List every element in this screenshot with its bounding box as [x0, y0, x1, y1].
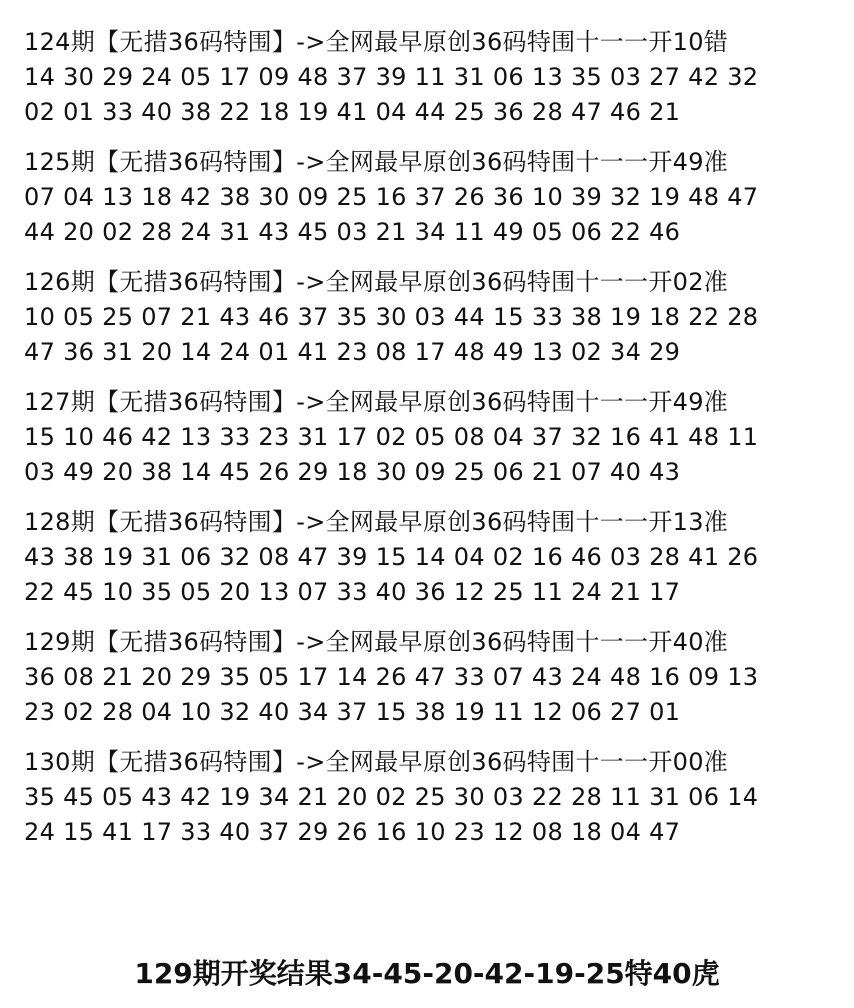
numbers-line: 03 49 20 38 14 45 26 29 18 30 09 25 06 21 07 40 43	[24, 458, 681, 486]
prediction-block-130	[24, 745, 834, 850]
period-header: 124期【无措36码特围】->全网最早原创36码特围十一一开10错	[24, 28, 729, 56]
prediction-block-129	[24, 625, 834, 730]
prediction-block-128	[24, 505, 834, 610]
prediction-block-127	[24, 385, 834, 490]
period-header: 127期【无措36码特围】->全网最早原创36码特围十一一开49准	[24, 388, 729, 416]
prediction-block-126	[24, 265, 834, 370]
period-header: 128期【无措36码特围】->全网最早原创36码特围十一一开13准	[24, 508, 729, 536]
numbers-line: 24 15 41 17 33 40 37 29 26 16 10 23 12 08 18 04 47	[24, 818, 681, 846]
numbers-line: 43 38 19 31 06 32 08 47 39 15 14 04 02 16 46 03 28 41 26	[24, 543, 759, 571]
numbers-line: 10 05 25 07 21 43 46 37 35 30 03 44 15 33 38 19 18 22 28	[24, 303, 759, 331]
prediction-block-124	[24, 25, 834, 130]
period-header: 126期【无措36码特围】->全网最早原创36码特围十一一开02准	[24, 268, 729, 296]
period-header: 125期【无措36码特围】->全网最早原创36码特围十一一开49准	[24, 148, 729, 176]
numbers-line: 36 08 21 20 29 35 05 17 14 26 47 33 07 43 24 48 16 09 13	[24, 663, 759, 691]
numbers-line: 07 04 13 18 42 38 30 09 25 16 37 26 36 10 39 32 19 48 47	[24, 183, 759, 211]
predictions-list	[24, 25, 834, 865]
period-header: 130期【无措36码特围】->全网最早原创36码特围十一一开00准	[24, 748, 729, 776]
numbers-line: 44 20 02 28 24 31 43 45 03 21 34 11 49 05 06 22 46	[24, 218, 681, 246]
numbers-line: 23 02 28 04 10 32 40 34 37 15 38 19 11 12 06 27 01	[24, 698, 681, 726]
numbers-line: 22 45 10 35 05 20 13 07 33 40 36 12 25 11 24 21 17	[24, 578, 681, 606]
numbers-line: 14 30 29 24 05 17 09 48 37 39 11 31 06 13 35 03 27 42 32	[24, 63, 759, 91]
prediction-block-125	[24, 145, 834, 250]
period-header: 129期【无措36码特围】->全网最早原创36码特围十一一开40准	[24, 628, 729, 656]
draw-result: 129期开奖结果34-45-20-42-19-25特40虎	[134, 957, 720, 990]
numbers-line: 47 36 31 20 14 24 01 41 23 08 17 48 49 13 02 34 29	[24, 338, 681, 366]
numbers-line: 02 01 33 40 38 22 18 19 41 04 44 25 36 28 47 46 21	[24, 98, 681, 126]
numbers-line: 35 45 05 43 42 19 34 21 20 02 25 30 03 22 28 11 31 06 14	[24, 783, 759, 811]
numbers-line: 15 10 46 42 13 33 23 31 17 02 05 08 04 37 32 16 41 48 11	[24, 423, 759, 451]
